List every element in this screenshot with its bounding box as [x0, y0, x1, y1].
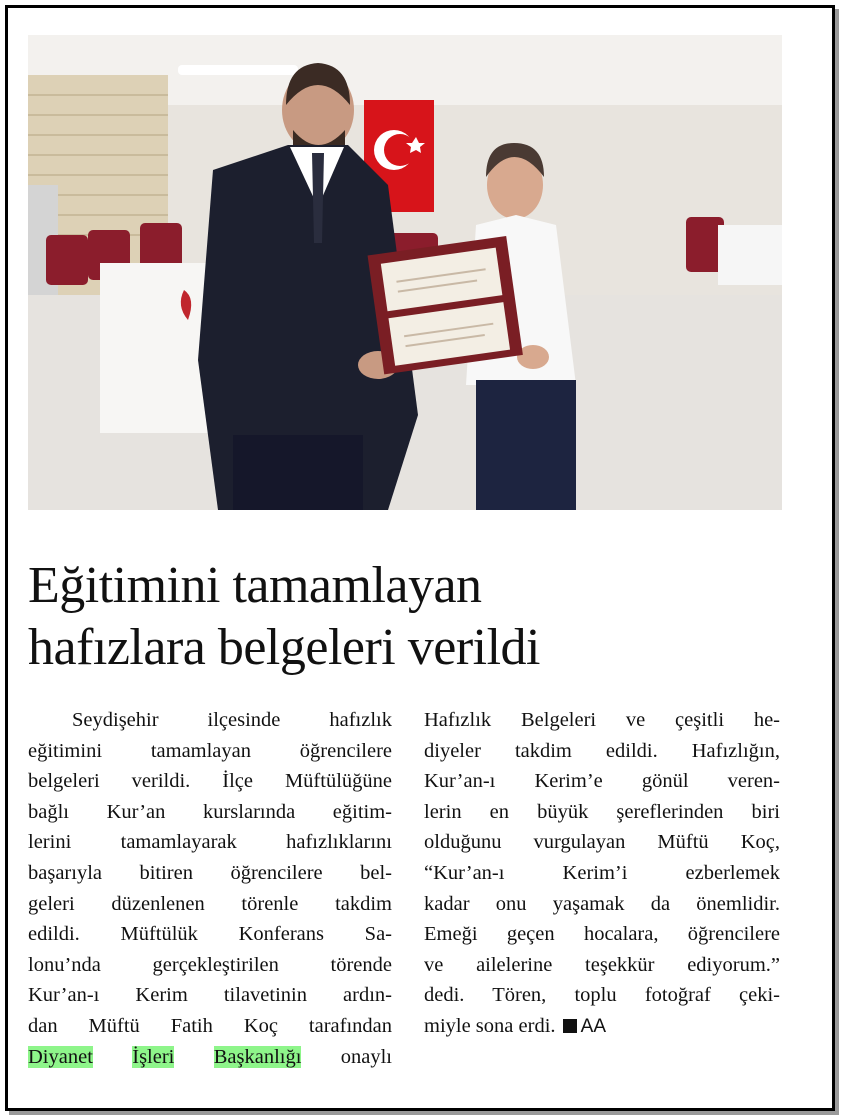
body-line: Emeği geçen hocalara, öğrencilere: [424, 923, 780, 946]
body-line: lonu’nda gerçekleştirilen törende: [28, 953, 392, 976]
headline: [28, 555, 808, 679]
article-column-right: [424, 705, 780, 1042]
body-line: geleri düzenlenen törenle takdim: [28, 892, 392, 915]
headline-line-2: hafızlara belgeleri verildi: [28, 619, 540, 676]
body-line: lerini tamamlayarak hafızlıklarını: [28, 831, 392, 854]
body-line: Kur’an-ı Kerim’e gönül veren-: [424, 770, 780, 793]
highlight-word: İşleri: [132, 1045, 175, 1068]
highlight-word: Başkanlığı: [213, 1045, 302, 1068]
body-line: lerin en büyük şereflerinden biri: [424, 800, 780, 823]
headline-line-1: Eğitimini tamamlayan: [28, 557, 482, 614]
body-line: belgeleri verildi. İlçe Müftülüğüne: [28, 770, 392, 793]
body-final-text: miyle sona erdi.: [424, 1014, 556, 1037]
ceremony-photo: [28, 35, 782, 510]
agency-credit: AA: [580, 1015, 606, 1037]
body-line: bağlı Kur’an kurslarında eğitim-: [28, 800, 392, 823]
body-line: dan Müftü Fatih Koç tarafından: [28, 1014, 392, 1037]
body-line: eğitimini tamamlayan öğrencilere: [28, 739, 392, 762]
body-line: ve ailelerine teşekkür ediyorum.”: [424, 953, 780, 976]
body-line: başarıyla bitiren öğrencilere bel-: [28, 861, 392, 884]
body-line: Hafızlık Belgeleri ve çeşitli he-: [424, 709, 780, 731]
body-line: “Kur’an-ı Kerim’i ezberlemek: [424, 861, 780, 884]
body-line-highlighted: [28, 1042, 392, 1073]
end-square-icon: [563, 1019, 577, 1033]
highlight-word: Diyanet: [28, 1045, 93, 1068]
body-line: diyeler takdim edildi. Hafızlığın,: [424, 739, 780, 762]
body-line: dedi. Tören, toplu fotoğraf çeki-: [424, 984, 780, 1007]
article-column-left: [28, 705, 392, 1072]
body-line: Seydişehir ilçesinde hafızlık: [72, 709, 392, 731]
body-line-final: [424, 1011, 780, 1042]
body-line: kadar onu yaşamak da önemlidir.: [424, 892, 780, 915]
body-line: Kur’an-ı Kerim tilavetinin ardın-: [28, 984, 392, 1007]
body-line: edildi. Müftülük Konferans Sa-: [28, 923, 392, 946]
body-word: onaylı: [340, 1045, 392, 1068]
body-line: olduğunu vurgulayan Müftü Koç,: [424, 831, 780, 854]
